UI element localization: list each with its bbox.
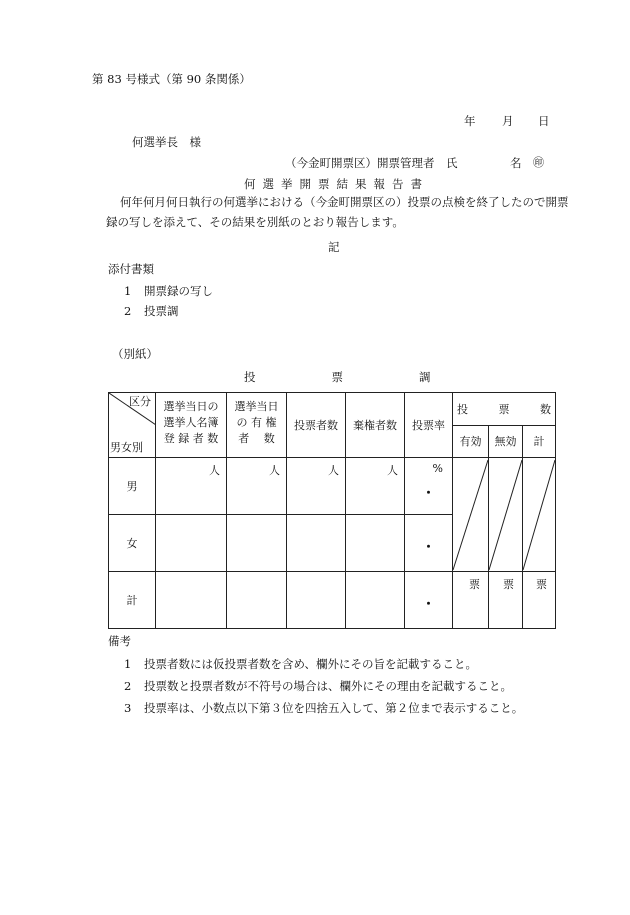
note-3-num: 3	[124, 701, 132, 715]
note-1-text: 投票者数には仮投票者数を含め、欄外にその旨を記載すること。	[144, 657, 478, 671]
date-day: 日	[538, 114, 550, 128]
table-title-char: 投	[244, 370, 256, 384]
table-title-char: 票	[331, 370, 343, 384]
header-total: 計	[523, 425, 556, 458]
seal-mark: ㊞	[533, 156, 544, 169]
row-label-male: 男	[109, 458, 156, 515]
slash-invalid	[489, 458, 523, 572]
attachment-2-text: 投票調	[144, 304, 179, 318]
ki-marker: 記	[328, 240, 340, 254]
decimal-dot: ・	[421, 486, 435, 501]
cell-total-eligible	[227, 572, 287, 629]
cell-female-abstainers	[346, 515, 405, 572]
cell-total-abstainers	[346, 572, 405, 629]
row-label-total: 計	[109, 572, 156, 629]
votes-group-char: 投	[457, 402, 468, 416]
cell-total-registered	[156, 572, 227, 629]
annex-label: （別紙）	[112, 347, 158, 361]
note-2-text: 投票数と投票者数が不符号の場合は、欄外にその理由を記載すること。	[144, 679, 512, 693]
note-1-num: 1	[124, 657, 132, 671]
unit-vote: 票	[503, 578, 514, 591]
votes-group-char: 数	[540, 402, 551, 416]
header-registered-line3: 登 録 者 数	[163, 432, 219, 445]
attachment-2-num: 2	[124, 304, 132, 318]
date-month: 月	[502, 114, 514, 128]
attachment-1-num: 1	[124, 284, 132, 298]
body-paragraph: 何年何月何日執行の何選挙における（今金町開票区の）投票の点検を終了したので開票録の写しを添えて、その結果を別紙のとおり報告します。	[106, 195, 569, 229]
cell-male-eligible	[227, 458, 287, 515]
cell-male-turnout	[405, 458, 453, 515]
document-title: 何選挙開票結果報告書	[244, 177, 429, 191]
header-votes-group	[453, 393, 556, 426]
attachment-1-text: 開票録の写し	[144, 284, 213, 298]
cell-total-sum	[523, 572, 556, 629]
cell-male-registered	[156, 458, 227, 515]
form-number: 第 83 号様式（第 90 条関係）	[92, 72, 251, 86]
decimal-dot: ・	[421, 540, 435, 555]
cell-female-turnout	[405, 515, 453, 572]
cell-total-valid	[453, 572, 489, 629]
header-registered-line1: 選挙当日の	[163, 400, 219, 413]
addressee: 何選挙長 様	[132, 135, 201, 149]
cell-total-invalid	[489, 572, 523, 629]
header-eligible-line2: の 有 権	[236, 416, 277, 429]
cell-female-eligible	[227, 515, 287, 572]
cell-female-registered	[156, 515, 227, 572]
table-title	[244, 372, 507, 384]
unit-vote: 票	[536, 578, 547, 591]
row-label-female: 女	[109, 515, 156, 572]
cell-invalid-merged	[489, 458, 523, 572]
header-voters: 投票者数	[287, 393, 346, 458]
header-turnout: 投票率	[405, 393, 453, 458]
cell-total-turnout	[405, 572, 453, 629]
ballot-table	[108, 392, 556, 629]
slash-valid	[453, 458, 489, 572]
votes-group-char: 票	[498, 402, 510, 416]
unit-person: 人	[209, 464, 220, 477]
unit-vote: 票	[469, 578, 480, 591]
cell-valid-merged	[453, 458, 489, 572]
cell-male-voters	[287, 458, 346, 515]
sender-name-suffix: 名	[510, 156, 522, 170]
header-eligible-line1: 選挙当日	[234, 400, 279, 413]
unit-person: 人	[387, 464, 398, 477]
cell-total-voters	[287, 572, 346, 629]
corner-kubun: 区分	[129, 395, 151, 408]
sender-prefix: （今金町開票区）開票管理者 氏	[285, 156, 458, 170]
corner-danjobetsu: 男女別	[110, 441, 143, 454]
attachments-heading: 添付書類	[108, 262, 154, 276]
slash-total	[523, 458, 556, 572]
header-abstainers: 棄権者数	[346, 393, 405, 458]
notes-heading: 備考	[108, 634, 131, 648]
header-invalid: 無効	[489, 425, 523, 458]
note-3-text: 投票率は、小数点以下第３位を四捨五入して、第２位まで表示すること。	[144, 701, 524, 715]
decimal-dot: ・	[421, 597, 435, 612]
cell-female-voters	[287, 515, 346, 572]
table-title-char: 調	[419, 370, 431, 384]
corner-cell	[109, 393, 156, 458]
header-registered-line2: 選挙人名簿	[163, 416, 219, 429]
header-registered	[156, 393, 227, 458]
unit-person: 人	[328, 464, 339, 477]
unit-percent: %	[432, 462, 443, 475]
header-valid: 有効	[453, 425, 489, 458]
header-eligible-line3: 者 数	[238, 432, 275, 445]
header-eligible	[227, 393, 287, 458]
unit-person: 人	[269, 464, 280, 477]
note-2-num: 2	[124, 679, 132, 693]
date-year: 年	[464, 114, 476, 128]
cell-total-merged	[523, 458, 556, 572]
cell-male-abstainers	[346, 458, 405, 515]
